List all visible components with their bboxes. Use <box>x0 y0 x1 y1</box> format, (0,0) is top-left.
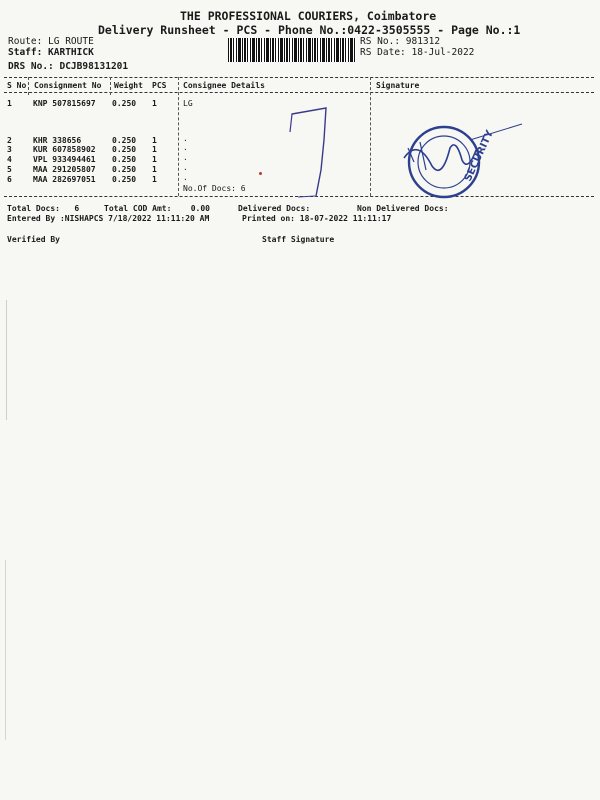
row-weight: 0.250 <box>112 175 137 184</box>
row-consignment: MAA 291205807 <box>33 165 96 174</box>
row-sno: 6 <box>7 175 12 184</box>
delivered-docs: Delivered Docs: <box>238 204 311 213</box>
staff-signature: Staff Signature <box>262 235 335 244</box>
row-pcs: 1 <box>152 136 157 145</box>
table-top-rule <box>4 77 594 78</box>
col-header-consignment: Consignment No <box>34 81 102 90</box>
row-sno: 1 <box>7 99 12 108</box>
row-consignment: MAA 282697051 <box>33 175 96 184</box>
row-pcs: 1 <box>152 155 157 164</box>
no-of-docs: No.Of Docs: 6 <box>183 184 246 193</box>
col-divider <box>110 77 111 95</box>
row-weight: 0.250 <box>112 99 137 108</box>
entered-by: Entered By :NISHAPCS 7/18/2022 11:11:20 AM <box>7 214 210 223</box>
drs-number: DRS No.: DCJB98131201 <box>8 61 129 72</box>
company-title: THE PROFESSIONAL COURIERS, Coimbatore <box>180 9 437 23</box>
row-sno: 3 <box>7 145 12 154</box>
row-weight: 0.250 <box>112 145 137 154</box>
row-consignment: KUR 607858902 <box>33 145 96 154</box>
col-header-signature: Signature <box>376 81 420 90</box>
row-weight: 0.250 <box>112 136 137 145</box>
row-pcs: 1 <box>152 165 157 174</box>
col-header-consignee: Consignee Details <box>183 81 265 90</box>
verified-by: Verified By <box>7 235 60 244</box>
row-consignee: . <box>183 143 188 152</box>
barcode <box>228 38 356 62</box>
row-sno: 2 <box>7 136 12 145</box>
row-consignee: LG <box>183 99 193 108</box>
row-consignee: . <box>183 173 188 182</box>
row-consignment: KNP 507815697 <box>33 99 96 108</box>
col-header-sno: S No <box>7 81 27 90</box>
total-cod-amount: Total COD Amt: 0.00 <box>104 204 210 213</box>
table-header-rule <box>4 92 594 93</box>
row-consignment: KHR 338656 <box>33 136 82 145</box>
ink-dot <box>259 172 262 175</box>
row-weight: 0.250 <box>112 155 137 164</box>
row-sno: 4 <box>7 155 12 164</box>
total-docs: Total Docs: 6 <box>7 204 80 213</box>
staff-label: Staff: KARTHICK <box>8 47 94 58</box>
row-consignee: . <box>183 163 188 172</box>
runsheet-subtitle: Delivery Runsheet - PCS - Phone No.:0422-3505555 - Page No.:1 <box>98 23 521 37</box>
rs-date: RS Date: 18-Jul-2022 <box>360 47 475 58</box>
row-pcs: 1 <box>152 99 157 108</box>
row-consignment: VPL 933494461 <box>33 155 96 164</box>
security-stamp <box>398 120 528 205</box>
scan-edge-mark <box>6 300 7 420</box>
row-pcs: 1 <box>152 145 157 154</box>
row-pcs: 1 <box>152 175 157 184</box>
col-divider <box>28 77 29 95</box>
rs-number: RS No.: 981312 <box>360 36 441 47</box>
col-divider <box>370 77 371 196</box>
col-header-pcs: PCS <box>152 81 167 90</box>
col-divider <box>178 77 179 196</box>
row-weight: 0.250 <box>112 165 137 174</box>
scan-edge-mark <box>5 560 6 740</box>
handwritten-signature <box>280 100 340 200</box>
non-delivered-docs: Non Delivered Docs: <box>357 204 449 213</box>
route-label: Route: LG ROUTE <box>8 36 94 47</box>
printed-on: Printed on: 18-07-2022 11:11:17 <box>242 214 392 223</box>
row-consignee: . <box>183 153 188 162</box>
stamp-text: SECURITY <box>462 128 496 184</box>
row-sno: 5 <box>7 165 12 174</box>
row-consignee: . <box>183 134 188 143</box>
col-header-weight: Weight <box>114 81 143 90</box>
